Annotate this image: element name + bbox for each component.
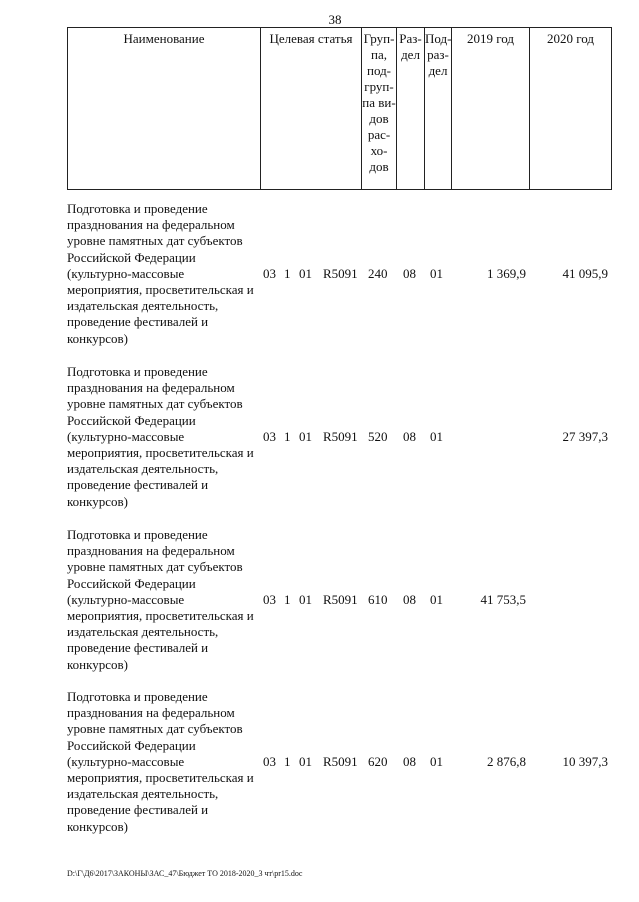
row-name-line: Российской Федерации <box>67 737 196 753</box>
header-group-line: хо- <box>370 143 388 158</box>
row-name-line: уровне памятных дат субъектов <box>67 721 243 737</box>
row-name-line: Подготовка и проведение <box>67 201 208 216</box>
row-name-line: конкурсов) <box>67 818 128 834</box>
header-group-line: па, <box>371 47 387 62</box>
target-code-direction: R5091 <box>323 429 358 444</box>
header-subsection-line: Под- <box>425 31 452 46</box>
subsection-code: 01 <box>430 754 443 769</box>
page-number: 38 <box>328 12 342 27</box>
footer-file-path: D:\Г\Д6\2017\ЗАКОНЫ\ЗАС_47\Бюджет ТО 2018-2020_3 чт\pr15.doc <box>67 869 303 878</box>
header-group-line: рас- <box>367 127 391 142</box>
target-code-program: 03 <box>263 429 276 444</box>
row-name <box>67 364 262 510</box>
target-code-subprogram: 1 <box>284 592 291 607</box>
amount-2020: 10 397,3 <box>562 754 608 769</box>
row-name-line: мероприятия, просветительская и <box>67 608 254 624</box>
amount-2020: 27 397,3 <box>562 429 608 444</box>
target-code-program: 03 <box>263 592 276 607</box>
row-name-line: мероприятия, просветительская и <box>67 445 254 461</box>
table-header <box>67 27 612 190</box>
header-name <box>68 28 261 189</box>
target-code-direction: R5091 <box>323 754 358 769</box>
amount-2019: 41 753,5 <box>480 592 526 607</box>
header-subsection-line: дел <box>428 63 448 78</box>
row-name-line: проведение фестивалей и <box>67 477 209 493</box>
section-code: 08 <box>403 592 416 607</box>
row-name-line: празднования на федеральном <box>67 217 235 233</box>
row-name-line: (культурно-массовые <box>67 428 185 444</box>
target-code-event: 01 <box>299 754 312 769</box>
row-name-line: (культурно-массовые <box>67 265 185 281</box>
header-name-label: Наименование <box>123 31 205 46</box>
subsection-code: 01 <box>430 592 443 607</box>
section-code: 08 <box>403 266 416 281</box>
target-code-event: 01 <box>299 266 312 281</box>
header-group-line: па ви- <box>362 95 396 110</box>
header-target-label: Целевая статья <box>269 31 353 46</box>
expense-group: 610 <box>368 592 388 607</box>
row-name <box>67 201 262 347</box>
row-name-line: уровне памятных дат субъектов <box>67 233 243 249</box>
row-name-line: издательская деятельность, <box>67 298 219 314</box>
header-group-line: дов <box>369 111 389 126</box>
subsection-code: 01 <box>430 429 443 444</box>
row-name-line: уровне памятных дат субъектов <box>67 396 243 412</box>
row-name-line: (культурно-массовые <box>67 753 185 769</box>
header-2020-label: 2020 год <box>547 31 594 46</box>
row-name-line: празднования на федеральном <box>67 380 235 396</box>
row-name-line: конкурсов) <box>67 656 128 672</box>
amount-2019: 1 369,9 <box>487 266 526 281</box>
row-name-line: издательская деятельность, <box>67 461 219 477</box>
header-group-line: Груп- <box>363 31 395 46</box>
row-name-line: издательская деятельность, <box>67 624 219 640</box>
header-2020 <box>530 28 611 189</box>
header-group-line: дов <box>369 159 389 174</box>
target-code-direction: R5091 <box>323 592 358 607</box>
target-code-subprogram: 1 <box>284 429 291 444</box>
row-name-line: (культурно-массовые <box>67 591 185 607</box>
section-code: 08 <box>403 754 416 769</box>
row-name-line: Подготовка и проведение <box>67 527 208 542</box>
expense-group: 620 <box>368 754 388 769</box>
header-section-line: дел <box>401 47 420 62</box>
target-code-subprogram: 1 <box>284 266 291 281</box>
row-name-line: издательская деятельность, <box>67 786 219 802</box>
row-name-line: мероприятия, просветительская и <box>67 770 254 786</box>
subsection-code: 01 <box>430 266 443 281</box>
row-name-line: празднования на федеральном <box>67 543 235 559</box>
row-name-line: конкурсов) <box>67 330 128 346</box>
target-code-program: 03 <box>263 266 276 281</box>
row-name-line: Подготовка и проведение <box>67 364 208 379</box>
row-name-line: конкурсов) <box>67 493 128 509</box>
target-code-subprogram: 1 <box>284 754 291 769</box>
header-group-line: под- <box>366 63 392 78</box>
amount-2019: 2 876,8 <box>487 754 526 769</box>
header-2019 <box>452 28 530 189</box>
expense-group: 240 <box>368 266 388 281</box>
amount-2020: 41 095,9 <box>562 266 608 281</box>
target-code-event: 01 <box>299 592 312 607</box>
row-name-line: Российской Федерации <box>67 575 196 591</box>
target-code-event: 01 <box>299 429 312 444</box>
header-subsection-line: раз- <box>427 47 449 62</box>
row-name-line: проведение фестивалей и <box>67 314 209 330</box>
target-code-direction: R5091 <box>323 266 358 281</box>
expense-group: 520 <box>368 429 388 444</box>
header-group-line: груп- <box>364 79 394 94</box>
target-code-program: 03 <box>263 754 276 769</box>
row-name-line: уровне памятных дат субъектов <box>67 559 243 575</box>
row-name-line: Подготовка и проведение <box>67 689 208 704</box>
section-code: 08 <box>403 429 416 444</box>
row-name-line: мероприятия, просветительская и <box>67 282 254 298</box>
row-name-line: Российской Федерации <box>67 412 196 428</box>
row-name-line: проведение фестивалей и <box>67 802 209 818</box>
row-name-line: проведение фестивалей и <box>67 640 209 656</box>
row-name-line: празднования на федеральном <box>67 705 235 721</box>
header-section <box>397 28 425 189</box>
row-name <box>67 527 262 673</box>
header-section-line: Раз- <box>399 31 422 46</box>
header-target <box>261 28 362 189</box>
header-subsection <box>425 28 452 189</box>
header-2019-label: 2019 год <box>467 31 514 46</box>
header-group <box>362 28 397 189</box>
row-name <box>67 689 262 835</box>
row-name-line: Российской Федерации <box>67 249 196 265</box>
